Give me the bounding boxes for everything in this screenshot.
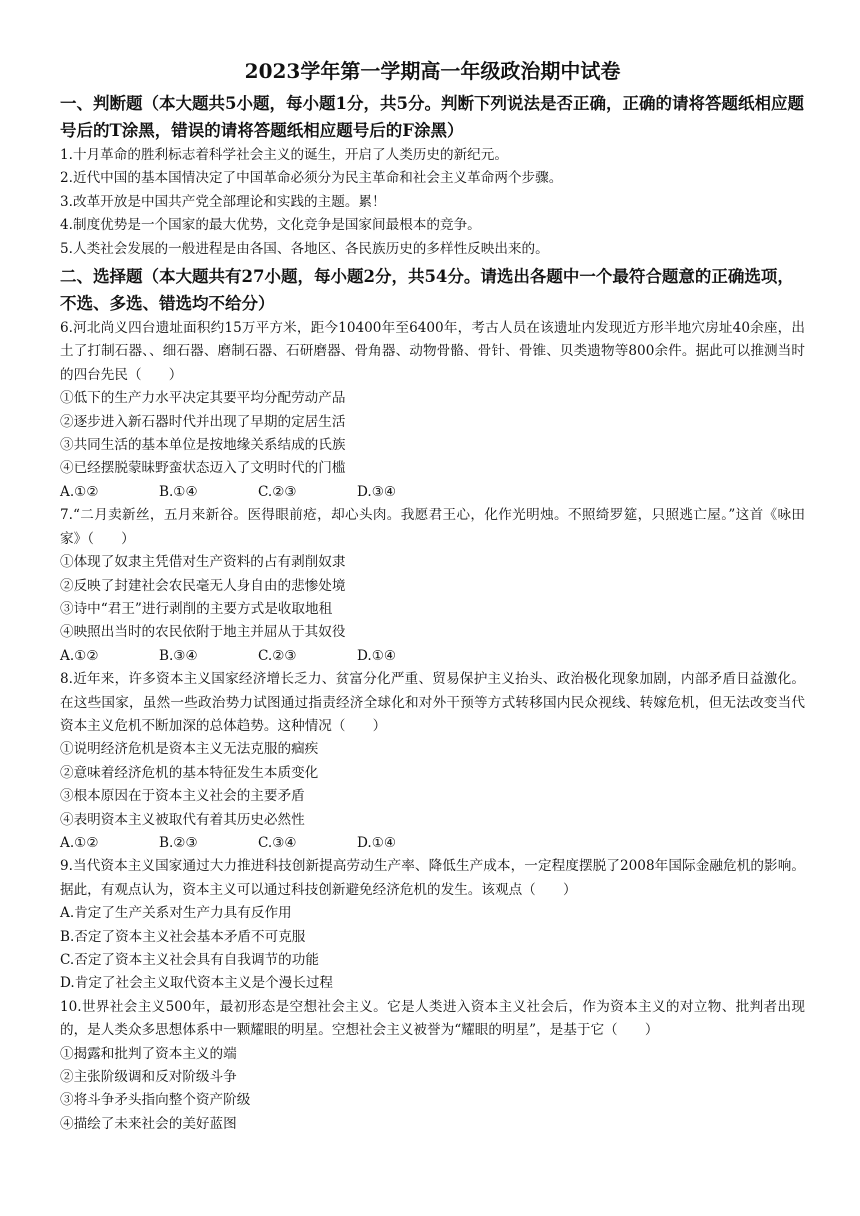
question-stem: 8.近年来，许多资本主义国家经济增长乏力、贫富分化严重、贸易保护主义抬头、政治极化现象加剧，内部矛盾日益激化。在这些国家，虽然一些政治势力试图通过指责经济全球化和对外干预等方式转移国内民众视线、转嫁危机，但无法改变当代资本主义危机不断加深的总体趋势。这种情况（ ） bbox=[60, 671, 805, 734]
statement: ③共同生活的基本单位是按地缘关系结成的氏族 bbox=[60, 437, 346, 454]
option-a: A.①② bbox=[60, 834, 99, 851]
statement: ③将斗争矛头指向整个资产阶级 bbox=[60, 1092, 251, 1109]
question-stem: 6.河北尚义四台遗址面积约15万平方米，距今10400年至6400年，考古人员在该遗址内发现近方形半地穴房址40余座，出土了打制石器、、细石器、磨制石器、石研磨器、骨角器、动物骨骼、骨针、骨锥、贝类遗物等800余件。据此可以推测当时的四台先民（ ） bbox=[60, 320, 805, 383]
statement: ②逐步进入新石器时代并出现了早期的定居生活 bbox=[60, 413, 346, 430]
question-8 bbox=[60, 668, 805, 855]
option-d: D.③④ bbox=[357, 483, 397, 500]
option-b: B.③④ bbox=[159, 647, 198, 664]
option-b: B.②③ bbox=[159, 834, 198, 851]
statement: ①揭露和批判了资本主义的端 bbox=[60, 1045, 237, 1062]
exam-page bbox=[60, 56, 805, 1136]
statement: ④表明资本主义被取代有着其历史必然性 bbox=[60, 811, 305, 828]
statement: ④映照出当时的农民依附于地主并屈从于其奴役 bbox=[60, 624, 346, 641]
statement: ①低下的生产力水平决定其要平均分配劳动产品 bbox=[60, 390, 346, 407]
option-a: A.①② bbox=[60, 483, 99, 500]
option-c: C.②③ bbox=[258, 483, 297, 500]
exam-title: 2023学年第一学期高一年级政治期中试卷 bbox=[244, 59, 621, 83]
question-stem: 7.“二月卖新丝，五月来新谷。医得眼前疮，却心头肉。我愿君王心，化作光明烛。不照绮罗筵，只照逃亡屋。”这首《咏田家》（ ） bbox=[60, 507, 805, 547]
choice: D.肯定了社会主义取代资本主义是个漫长过程 bbox=[60, 975, 334, 992]
section-2-heading: 二、选择题（本大题共有27小题，每小题2分，共54分。请选出各题中一个最符合题意的正确选项，不选、多选、错选均不给分） bbox=[60, 267, 794, 314]
judgment-item: 3.改革开放是中国共产党全部理论和实践的主题。累！ bbox=[60, 193, 386, 210]
question-6 bbox=[60, 317, 805, 504]
option-a: A.①② bbox=[60, 647, 99, 664]
question-7 bbox=[60, 504, 805, 668]
statement: ②反映了封建社会农民毫无人身自由的悲惨处境 bbox=[60, 577, 346, 594]
statement: ②意味着经济危机的基本特征发生本质变化 bbox=[60, 764, 319, 781]
question-9 bbox=[60, 855, 805, 995]
judgment-item: 2.近代中国的基本国情决定了中国革命必须分为民主革命和社会主义革命两个步骤。 bbox=[60, 170, 563, 187]
choice: A.肯定了生产关系对生产力具有反作用 bbox=[60, 905, 292, 922]
choice: C.否定了资本主义社会具有自我调节的功能 bbox=[60, 952, 319, 968]
statement: ④描绘了未来社会的美好蓝图 bbox=[60, 1115, 237, 1132]
option-c: C.③④ bbox=[258, 834, 297, 851]
question-10 bbox=[60, 996, 805, 1136]
question-stem: 9.当代资本主义国家通过大力推进科技创新提高劳动生产率、降低生产成本，一定程度摆脱了2008年国际金融危机的影响。据此，有观点认为，资本主义可以通过科技创新避免经济危机的发生。该观点（ ） bbox=[60, 858, 805, 898]
statement: ③诗中“君王”进行剥削的主要方式是收取地租 bbox=[60, 600, 333, 617]
option-b: B.①④ bbox=[159, 483, 198, 500]
section-1-heading: 一、判断题（本大题共5小题，每小题1分，共5分。判断下列说法是否正确，正确的请将答题纸相应题号后的T涂黑，错误的请将答题纸相应题号后的F涂黑） bbox=[60, 94, 804, 140]
answer-options bbox=[60, 645, 805, 668]
statement: ①说明经济危机是资本主义无法克服的痼疾 bbox=[60, 741, 319, 758]
statement: ①体现了奴隶主凭借对生产资料的占有剥削奴隶 bbox=[60, 554, 346, 571]
option-d: D.①④ bbox=[357, 834, 397, 851]
answer-options bbox=[60, 832, 805, 855]
statement: ②主张阶级调和反对阶级斗争 bbox=[60, 1069, 237, 1086]
question-stem: 10.世界社会主义500年，最初形态是空想社会主义。它是人类进入资本主义社会后，作为资本主义的对立物、批判者出现的，是人类众多思想体系中一颗耀眼的明星。空想社会主义被誉为“耀眼的明星”，是基于它（ ） bbox=[60, 998, 805, 1039]
statement: ③根本原因在于资本主义社会的主要矛盾 bbox=[60, 788, 305, 805]
judgment-item: 1.十月革命的胜利标志着科学社会主义的诞生，开启了人类历史的新纪元。 bbox=[60, 147, 508, 163]
statement: ④已经摆脱蒙昧野蛮状态迈入了文明时代的门槛 bbox=[60, 460, 346, 477]
choice: B.否定了资本主义社会基本矛盾不可克服 bbox=[60, 928, 306, 945]
judgment-item: 5.人类社会发展的一般进程是由各国、各地区、各民族历史的多样性反映出来的。 bbox=[60, 240, 549, 257]
answer-options bbox=[60, 481, 805, 504]
judgment-item: 4.制度优势是一个国家的最大优势，文化竞争是国家间最根本的竞争。 bbox=[60, 217, 481, 234]
option-c: C.②③ bbox=[258, 647, 297, 664]
option-d: D.①④ bbox=[357, 647, 397, 664]
